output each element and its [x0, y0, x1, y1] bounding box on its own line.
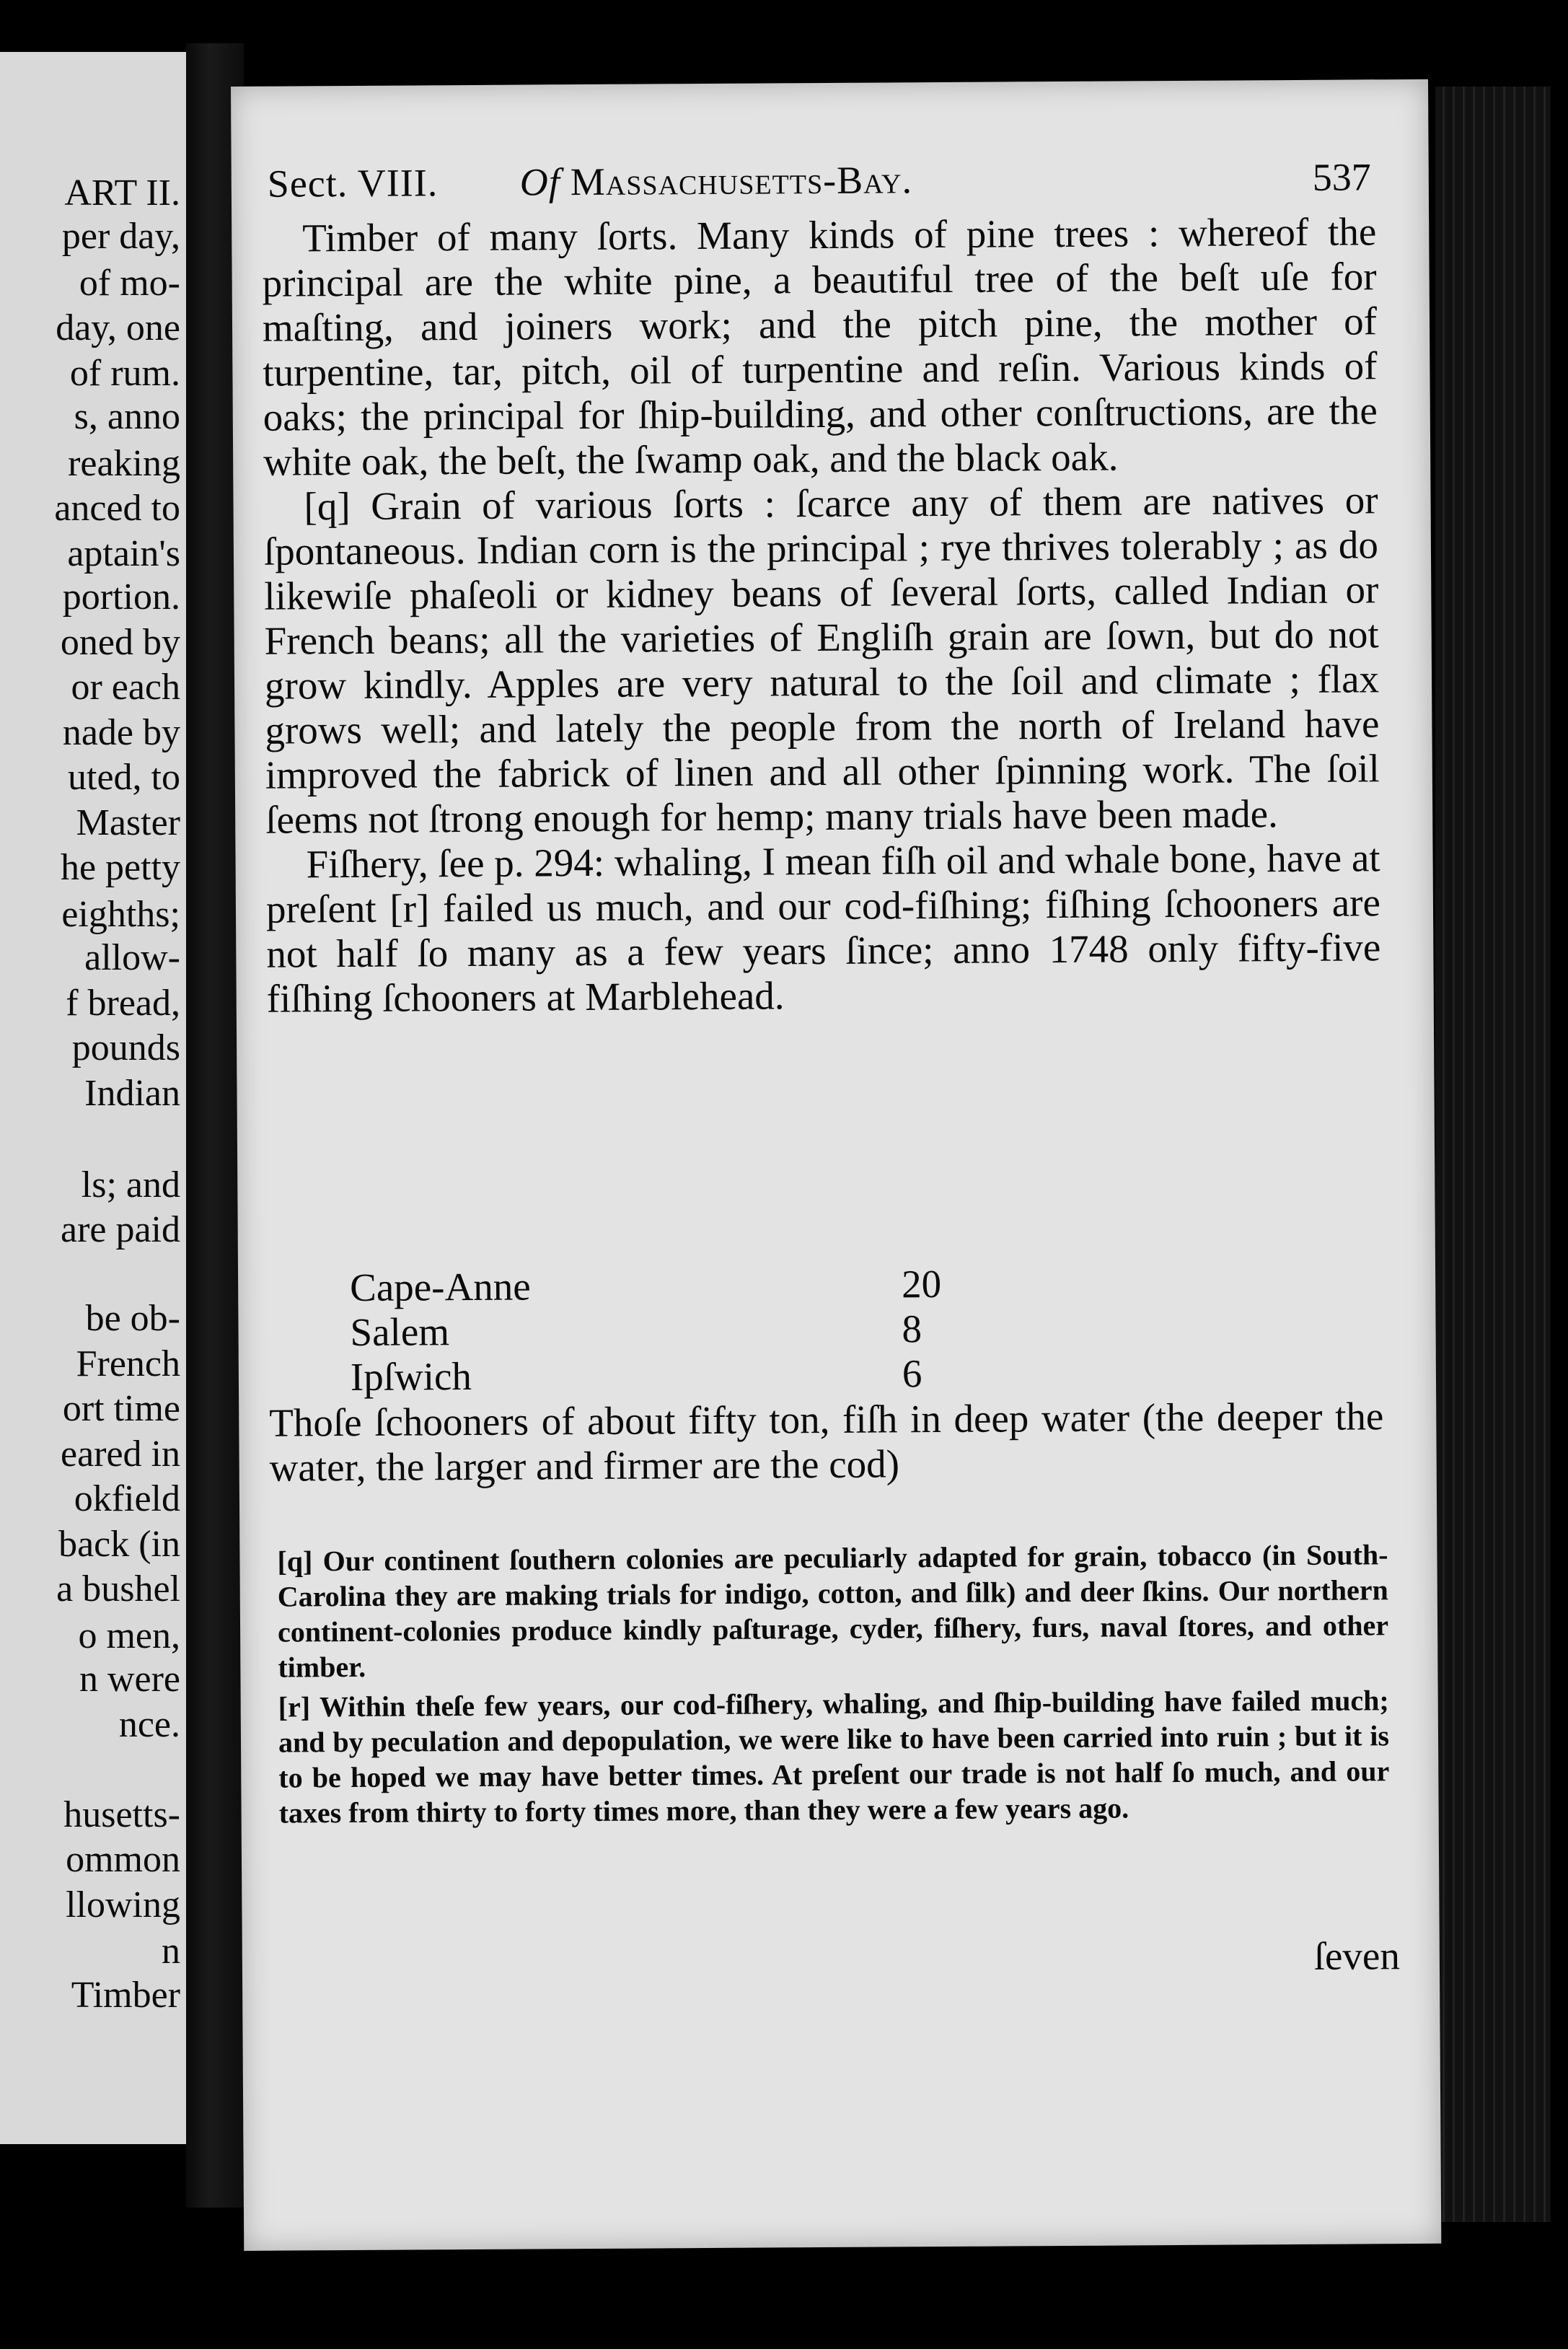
- previous-page-line: s, anno: [74, 396, 180, 437]
- previous-page-line: nce.: [118, 1704, 180, 1745]
- page-number: 537: [1312, 155, 1371, 199]
- previous-page-line: f bread,: [66, 983, 180, 1024]
- previous-page-line: Master: [76, 802, 180, 843]
- list-item: [350, 1260, 1215, 1310]
- previous-page-line: day, one: [56, 307, 180, 348]
- schooner-count: 6: [902, 1351, 922, 1396]
- book-page: [231, 79, 1441, 2251]
- previous-page-line: nade by: [62, 712, 180, 753]
- previous-page-line: ls; and: [81, 1164, 180, 1206]
- footnotes: [277, 1537, 1389, 1835]
- schooner-count: 20: [901, 1262, 942, 1307]
- previous-page-line: okfield: [74, 1478, 180, 1519]
- running-title-text: Massachusetts-Bay.: [570, 158, 913, 204]
- catchword: ſeven: [1313, 1933, 1401, 1978]
- previous-page-line: anced to: [54, 488, 180, 529]
- paragraph-schooners: Thoſe ſchooners of about fifty ton, fiſh in deep water (the deeper the water, the larger and firmer are the cod): [269, 1394, 1384, 1490]
- previous-page-line: eighths;: [61, 894, 180, 935]
- previous-page-line: or each: [71, 667, 180, 708]
- previous-page-line: n: [162, 1931, 180, 1972]
- previous-page-line: allow-: [84, 937, 180, 978]
- previous-page-line: Indian: [84, 1073, 180, 1114]
- footnote-r: [r] Within theſe few years, our cod-fiſhery, whaling, and ſhip-building have failed much; and by peculation and depopulation, we were like to have been carried into ruin ; but it is to be hoped we may have better times. At preſent our trade is not half ſo much, and our taxes from thirty to forty times more, than they were a few years ago.: [278, 1684, 1390, 1830]
- previous-page-line: n were: [79, 1659, 180, 1700]
- paragraph-timber: Timber of many ſorts. Many kinds of pine trees : whereof the principal are the white pine, a beautiful tree of the beſt uſe for maſting, and joiners work; and the pitch pine, the mother of turpentine, tar, pitch, oil of turpentine and reſin. Various kinds of oaks; the principal for ſhip-building, and other conſtructions, are the white oak, the beſt, the ſwamp oak, and the black oak.: [262, 209, 1378, 484]
- page-edges: [1435, 87, 1551, 2222]
- previous-page-line: Timber: [71, 1975, 180, 2016]
- previous-page-line: of rum.: [69, 353, 180, 394]
- place-name: Cape-Anne: [349, 1264, 531, 1310]
- previous-page-line: reaking: [68, 443, 180, 484]
- running-title: [520, 154, 913, 207]
- place-name: Ipſwich: [350, 1353, 472, 1400]
- paragraph-grain: [q] Grain of various ſorts : ſcarce any of them are natives or ſpontaneous. Indian corn is the principal ; rye thrives tolerably ; as do likewiſe phaſeoli or kidney beans of ſeveral ſorts, called Indian or French beans; all the varieties of Engliſh grain are ſown, but do not grow kindly. Apples are very natural to the ſoil and climate ; flax grows well; and lately the people from the north of Ireland have improved the fabrick of linen and all other ſpinning work. The ſoil ſeems not ſtrong enough for hemp; many trials have been made.: [263, 478, 1380, 842]
- previous-page-line: oned by: [60, 622, 180, 663]
- previous-page-line: of mo-: [79, 263, 180, 304]
- previous-page-line: pounds: [71, 1027, 180, 1068]
- previous-page-line: be ob-: [85, 1298, 180, 1339]
- previous-page-line: he petty: [60, 847, 180, 888]
- previous-page-line: back (in: [58, 1524, 180, 1565]
- previous-page-line: ort time: [62, 1388, 180, 1429]
- schooner-list: [350, 1260, 1216, 1400]
- previous-page-fragment: [0, 52, 186, 2144]
- previous-page-line: portion.: [62, 576, 180, 618]
- place-name: Salem: [350, 1309, 450, 1355]
- previous-page-line: are paid: [60, 1209, 180, 1250]
- schooner-count: 8: [902, 1307, 922, 1351]
- body-text: [262, 209, 1381, 1021]
- previous-page-line: ommon: [66, 1839, 180, 1880]
- previous-page-line: llowing: [66, 1884, 180, 1926]
- previous-page-line: per day,: [61, 216, 180, 257]
- list-item: [351, 1350, 1216, 1400]
- previous-page-line: husetts-: [63, 1794, 180, 1835]
- running-head: [268, 152, 1378, 208]
- previous-page-line: aptain's: [67, 533, 180, 574]
- previous-page-line: uted, to: [68, 757, 180, 798]
- running-title-of: Of: [519, 160, 560, 204]
- previous-page-line: a bushel: [56, 1568, 180, 1610]
- previous-page-line: French: [76, 1343, 180, 1384]
- previous-page-line: eared in: [60, 1433, 180, 1475]
- list-item: [350, 1305, 1215, 1355]
- paragraph-fishery: Fiſhery, ſee p. 294: whaling, I mean fiſh oil and whale bone, have at preſent [r] failed us much, and our cod-fiſhing; fiſhing ſchooners are not half ſo many as a few years ſince; anno 1748 only fifty-five fiſhing ſchooners at Marblehead.: [265, 835, 1381, 1021]
- section-label: Sect. VIII.: [267, 161, 439, 206]
- previous-page-line: ART II.: [64, 172, 180, 214]
- footnote-q: [q] Our continent ſouthern colonies are peculiarly adapted for grain, tobacco (in South-Carolina they are making trials for indigo, cotton, and ſilk) and deer ſkins. Our northern continent-colonies produce kindly paſturage, cyder, fiſhery, furs, naval ſtores, and other timber.: [277, 1538, 1389, 1684]
- previous-page-line: o men,: [78, 1615, 180, 1656]
